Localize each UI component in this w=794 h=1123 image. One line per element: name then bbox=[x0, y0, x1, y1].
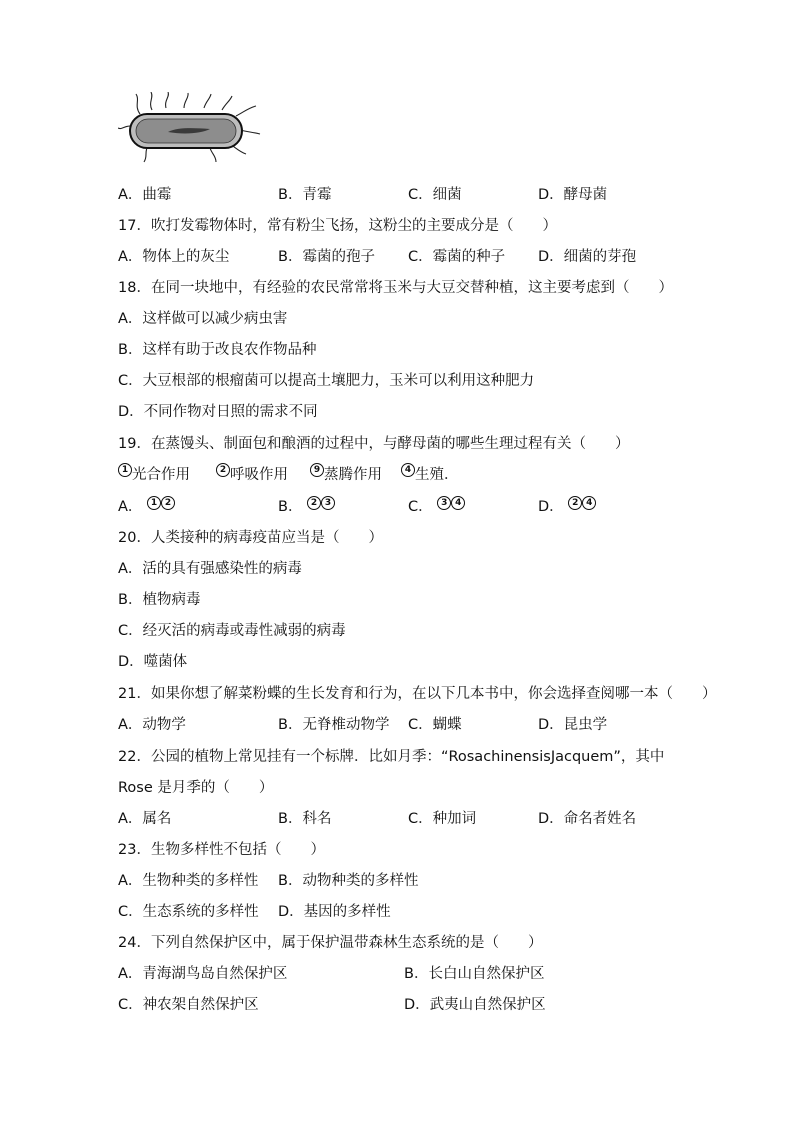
q21-option-c[interactable]: C．蝴蝶 bbox=[408, 717, 462, 733]
q24-option-c[interactable]: C．神农架自然保护区 bbox=[118, 997, 259, 1013]
q19-item-2 bbox=[216, 464, 288, 486]
q19-option-d-letter: D． bbox=[538, 499, 564, 515]
q23-option-c[interactable]: C．生态系统的多样性 bbox=[118, 904, 259, 920]
q18-option-d[interactable]: D．不同作物对日照的需求不同 bbox=[118, 404, 318, 420]
q20-option-c[interactable]: C．经灭活的病毒或毒性减弱的病毒 bbox=[118, 623, 346, 639]
q21-option-a[interactable]: A．动物学 bbox=[118, 717, 186, 733]
circled-number-2: 2 bbox=[216, 463, 230, 477]
q18-option-a[interactable]: A．这样做可以减少病虫害 bbox=[118, 311, 288, 327]
q19-option-b[interactable] bbox=[278, 496, 335, 518]
q16-option-b[interactable]: B．青霉 bbox=[278, 187, 332, 203]
q19-item-3 bbox=[310, 464, 382, 486]
q17-option-b[interactable]: B．霉菌的孢子 bbox=[278, 249, 375, 265]
q19-stem: 19．在蒸馒头、制面包和酿酒的过程中，与酵母菌的哪些生理过程有关（ ） bbox=[118, 436, 630, 452]
q23-option-a[interactable]: A．生物种类的多样性 bbox=[118, 873, 259, 889]
q17-option-c[interactable]: C．霉菌的种子 bbox=[408, 249, 506, 265]
q16-option-d[interactable]: D．酵母菌 bbox=[538, 187, 608, 203]
q22-option-d[interactable]: D．命名者姓名 bbox=[538, 811, 637, 827]
circled-number: 1 bbox=[147, 496, 161, 510]
q19-option-c[interactable] bbox=[408, 496, 465, 518]
q18-option-b[interactable]: B．这样有助于改良农作物品种 bbox=[118, 342, 317, 358]
q19-option-c-letter: C． bbox=[408, 499, 433, 515]
q19-option-a[interactable] bbox=[118, 496, 175, 518]
q19-item-1-text: 光合作用 bbox=[132, 467, 190, 483]
q19-item-1 bbox=[118, 464, 190, 486]
q24-option-d[interactable]: D．武夷山自然保护区 bbox=[404, 997, 546, 1013]
q18-stem: 18．在同一块地中，有经验的农民常常将玉米与大豆交替种植，这主要考虑到（ ） bbox=[118, 280, 673, 296]
q19-option-b-letter: B． bbox=[278, 499, 303, 515]
circled-number: 4 bbox=[582, 496, 596, 510]
q22-stem: 22．公园的植物上常见挂有一个标牌．比如月季：“RosachinensisJacquem”，其中 Rose 是月季的（ ） bbox=[118, 749, 665, 796]
q22-option-b[interactable]: B．科名 bbox=[278, 811, 332, 827]
q21-option-b[interactable]: B．无脊椎动物学 bbox=[278, 717, 390, 733]
q24-option-a[interactable]: A．青海湖鸟岛自然保护区 bbox=[118, 966, 288, 982]
q22-option-a[interactable]: A．属名 bbox=[118, 811, 172, 827]
q19-item-2-text: 呼吸作用 bbox=[230, 467, 288, 483]
q20-option-b[interactable]: B．植物病毒 bbox=[118, 592, 201, 608]
circled-number: 2 bbox=[161, 496, 175, 510]
q23-stem: 23．生物多样性不包括（ ） bbox=[118, 842, 325, 858]
q19-option-d[interactable] bbox=[538, 496, 596, 518]
circled-number-4: 4 bbox=[401, 463, 415, 477]
q16-option-c[interactable]: C．细菌 bbox=[408, 187, 462, 203]
q19-option-a-letter: A． bbox=[118, 499, 143, 515]
q17-option-d[interactable]: D．细菌的芽孢 bbox=[538, 249, 637, 265]
q20-stem: 20．人类接种的病毒疫苗应当是（ ） bbox=[118, 530, 383, 546]
circled-number-9: 9 bbox=[310, 463, 324, 477]
circled-number: 3 bbox=[321, 496, 335, 510]
q19-item-3-text: 蒸腾作用 bbox=[324, 467, 382, 483]
q22-option-c[interactable]: C．种加词 bbox=[408, 811, 477, 827]
q23-option-d[interactable]: D．基因的多样性 bbox=[278, 904, 391, 920]
q21-option-d[interactable]: D．昆虫学 bbox=[538, 717, 608, 733]
circled-number: 2 bbox=[307, 496, 321, 510]
q19-item-4 bbox=[401, 464, 459, 486]
q17-stem: 17．吹打发霉物体时，常有粉尘飞扬，这粉尘的主要成分是（ ） bbox=[118, 218, 557, 234]
circled-number: 4 bbox=[451, 496, 465, 510]
circled-number-1: 1 bbox=[118, 463, 132, 477]
bacterium-figure bbox=[118, 92, 263, 164]
q23-option-b[interactable]: B．动物种类的多样性 bbox=[278, 873, 419, 889]
q16-option-a[interactable]: A．曲霉 bbox=[118, 187, 172, 203]
circled-number: 3 bbox=[437, 496, 451, 510]
circled-number: 2 bbox=[568, 496, 582, 510]
q24-option-b[interactable]: B．长白山自然保护区 bbox=[404, 966, 545, 982]
q19-item-4-text: 生殖． bbox=[415, 467, 459, 483]
q20-option-d[interactable]: D．噬菌体 bbox=[118, 654, 188, 670]
q20-option-a[interactable]: A．活的具有强感染性的病毒 bbox=[118, 561, 302, 577]
q17-option-a[interactable]: A．物体上的灰尘 bbox=[118, 249, 230, 265]
q21-stem: 21．如果你想了解菜粉蝶的生长发育和行为，在以下几本书中，你会选择查阅哪一本（ ） bbox=[118, 686, 717, 702]
q18-option-c[interactable]: C．大豆根部的根瘤菌可以提高土壤肥力，玉米可以利用这种肥力 bbox=[118, 373, 535, 389]
q24-stem: 24．下列自然保护区中，属于保护温带森林生态系统的是（ ） bbox=[118, 935, 543, 951]
